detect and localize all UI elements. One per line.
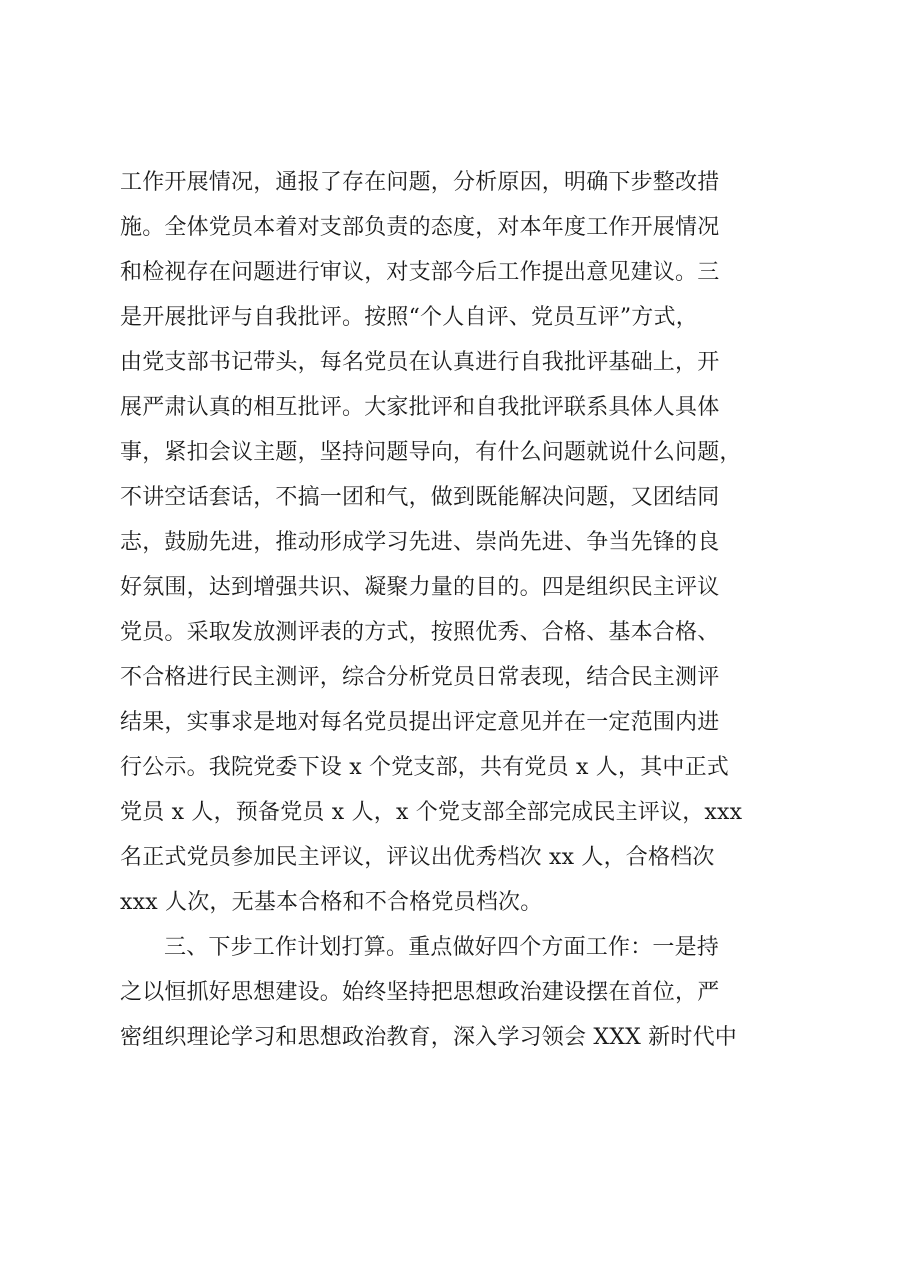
text-line: 不讲空话套话，不搞一团和气，做到既能解决问题，又团结同 [120,485,720,510]
text-line: 由党支部书记带头，每名党员在认真进行自我批评基础上，开 [120,350,720,375]
text-line: 名正式党员参加民主评议，评议出优秀档次 xx 人，合格档次 [120,845,715,870]
text-line: 党员 x 人，预备党员 x 人，x 个党支部全部完成民主评议，xxx [120,800,743,825]
text-line: 好氛围，达到增强共识、凝聚力量的目的。四是组织民主评议 [120,575,720,600]
text-line: 志，鼓励先进，推动形成学习先进、崇尚先进、争当先锋的良 [120,530,720,555]
text-line: 工作开展情况，通报了存在问题，分析原因，明确下步整改措 [120,170,720,195]
text-line: 行公示。我院党委下设 x 个党支部，共有党员 x 人，其中正式 [120,755,729,780]
text-line: 施。全体党员本着对支部负责的态度，对本年度工作开展情况 [120,215,720,240]
text-line: 事，紧扣会议主题，坚持问题导向，有什么问题就说什么问题， [120,440,742,465]
text-line: 不合格进行民主测评，综合分析党员日常表现，结合民主测评 [120,665,720,690]
text-line: 党员。采取发放测评表的方式，按照优秀、合格、基本合格、 [120,620,720,645]
text-line: 密组织理论学习和思想政治教育，深入学习领会 XXX 新时代中 [120,1025,737,1050]
text-line: 是开展批评与自我批评。按照“个人自评、党员互评”方式， [120,305,698,330]
text-line: xxx 人次，无基本合格和不合格党员档次。 [120,890,543,915]
text-line: 展严肃认真的相互批评。大家批评和自我批评联系具体人具体 [120,395,720,420]
text-line: 之以恒抓好思想建设。始终坚持把思想政治建设摆在首位，严 [120,980,720,1005]
text-line: 结果，实事求是地对每名党员提出评定意见并在一定范围内进 [120,710,720,735]
text-line: 和检视存在问题进行审议，对支部今后工作提出意见建议。三 [120,260,720,285]
text-line: 三、下步工作计划打算。重点做好四个方面工作：一是持 [164,935,720,960]
